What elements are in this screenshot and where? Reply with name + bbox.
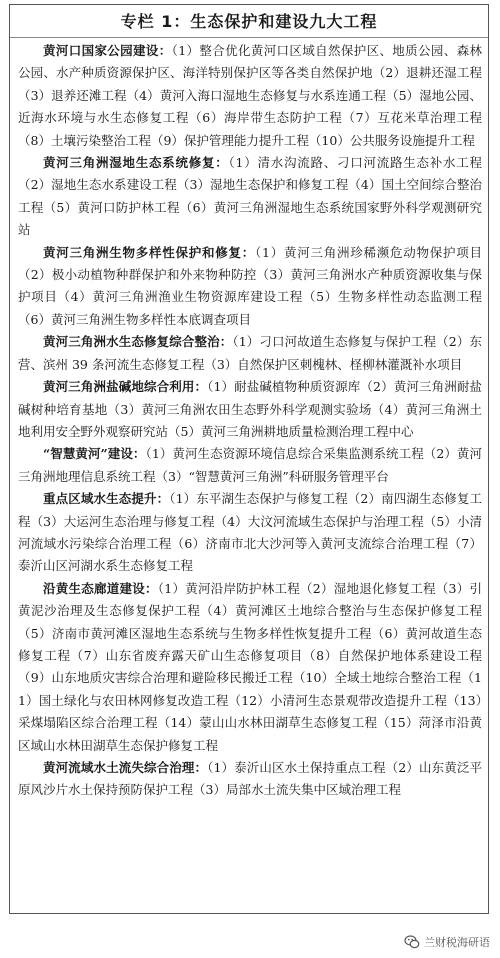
column-body [10,38,488,802]
section-heading: 黄河三角洲湿地生态系统修复： [43,155,229,171]
section-text: （1）耐盐碱植物种质资源库（2）黄河三角洲耐盐碱树种培育基地（3）黄河三角洲农田生态野外科学观测实验场（4）黄河三角洲土地利用安全野外观察研究站（5）黄河三角洲耕地质量检测治理工程中心 [18,379,482,439]
section-text: （1）泰沂山区水土保持重点工程（2）山东黄泛平原风沙片水土保持预防保护工程（3）局部水土流失集中区域治理工程 [18,760,482,798]
column-title: 专栏 1：生态保护和建设九大工程 [10,5,488,38]
section-heading: “智慧黄河”建设： [43,446,146,462]
section-paragraph [18,40,482,152]
wechat-icon [404,934,420,950]
section-heading: 黄河三角洲盐碱地综合利用： [43,379,208,395]
special-column-box [9,4,489,914]
watermark-text: 兰财税海研语 [424,936,490,949]
section-heading: 重点区域水生态提升： [43,491,170,507]
section-paragraph [18,152,482,242]
section-text: （1）黄河生态资源环境信息综合采集监测系统工程（2）黄河三角洲地理信息系统工程（3）“智慧黄河三角洲”科研服务管理平台 [18,446,482,484]
section-paragraph [18,488,482,578]
section-paragraph [18,242,482,332]
section-paragraph [18,578,482,757]
section-paragraph [18,331,482,376]
section-heading: 黄河口国家公园建设： [43,43,172,58]
section-heading: 黄河流域水土流失综合治理： [43,760,208,775]
watermark [404,934,490,950]
section-paragraph [18,757,482,802]
section-text: （1）黄河沿岸防护林工程（2）湿地退化修复工程（3）引黄泥沙治理及生态修复保护工程（4）黄河滩区土地综合整治与生态保护修复工程（5）济南市黄河滩区湿地生态系统与生物多样性恢复提升工程（6）黄河故道生态修复工程（7）山东省废弃露天矿山生态修复项目（8）自然保护地体系建设工程（9）山东地质灾害综合治理和避险移民搬迁工程（10）全域土地综合整治工程（11）国土绿化与农田林网修复改造工程（12）小清河生态景观带改造提升工程（13）采煤塌陷区综合治理工程（14）蒙山山水林田湖草生态修复工程（15）菏泽市沿黄区域山水林田湖草生态保护修复工程 [18,580,482,753]
section-text: （1）黄河三角洲珍稀濒危动物保护项目（2）极小动植物种群保护和外来物种防控（3）黄河三角洲水产种质资源收集与保护项目（4）黄河三角洲渔业生物资源库建设工程（5）生物多样性动态监测工程（6）黄河三角洲生物多样性本底调查项目 [18,244,482,327]
section-paragraph [18,376,482,443]
section-text: （1）刁口河故道生态修复与保护工程（2）东营、滨州 39 条河流生态修复工程（3）自然保护区刺槐林、柽柳林灌溉补水项目 [18,334,482,372]
section-heading: 黄河三角洲生物多样性保护和修复： [43,244,256,260]
section-text: （1）东平湖生态保护与修复工程（2）南四湖生态修复工程（3）大运河生态治理与修复工程（4）大汶河流域生态保护与治理工程（5）小清河流域水污染综合治理工程（6）济南市北大沙河等入黄河支流综合治理工程（7）泰沂山区河湖水系生态修复工程 [18,491,482,574]
section-text: （1）清水沟流路、刁口河流路生态补水工程（2）湿地生态水系建设工程（3）湿地生态保护和修复工程（4）国土空间综合整治工程（5）黄河口防护林工程（6）黄河三角洲湿地生态系统国家野外科学观测研究站 [18,155,482,238]
section-paragraph [18,443,482,488]
section-heading: 沿黄生态廊道建设： [43,580,158,596]
section-text: （1）整合优化黄河口区域自然保护区、地质公园、森林公园、水产种质资源保护区、海洋特别保护区等各类自然保护地（2）退耕还湿工程（3）退养还滩工程（4）黄河入海口湿地生态修复与水系连通工程（5）湿地公园、近海水环境与水生态修复工程（6）海岸带生态防护工程（7）互花米草治理工程（8）土壤污染整治工程（9）保护管理能力提升工程（10）公共服务设施提升工程 [18,43,482,148]
section-heading: 黄河三角洲水生态修复综合整治： [43,334,233,350]
